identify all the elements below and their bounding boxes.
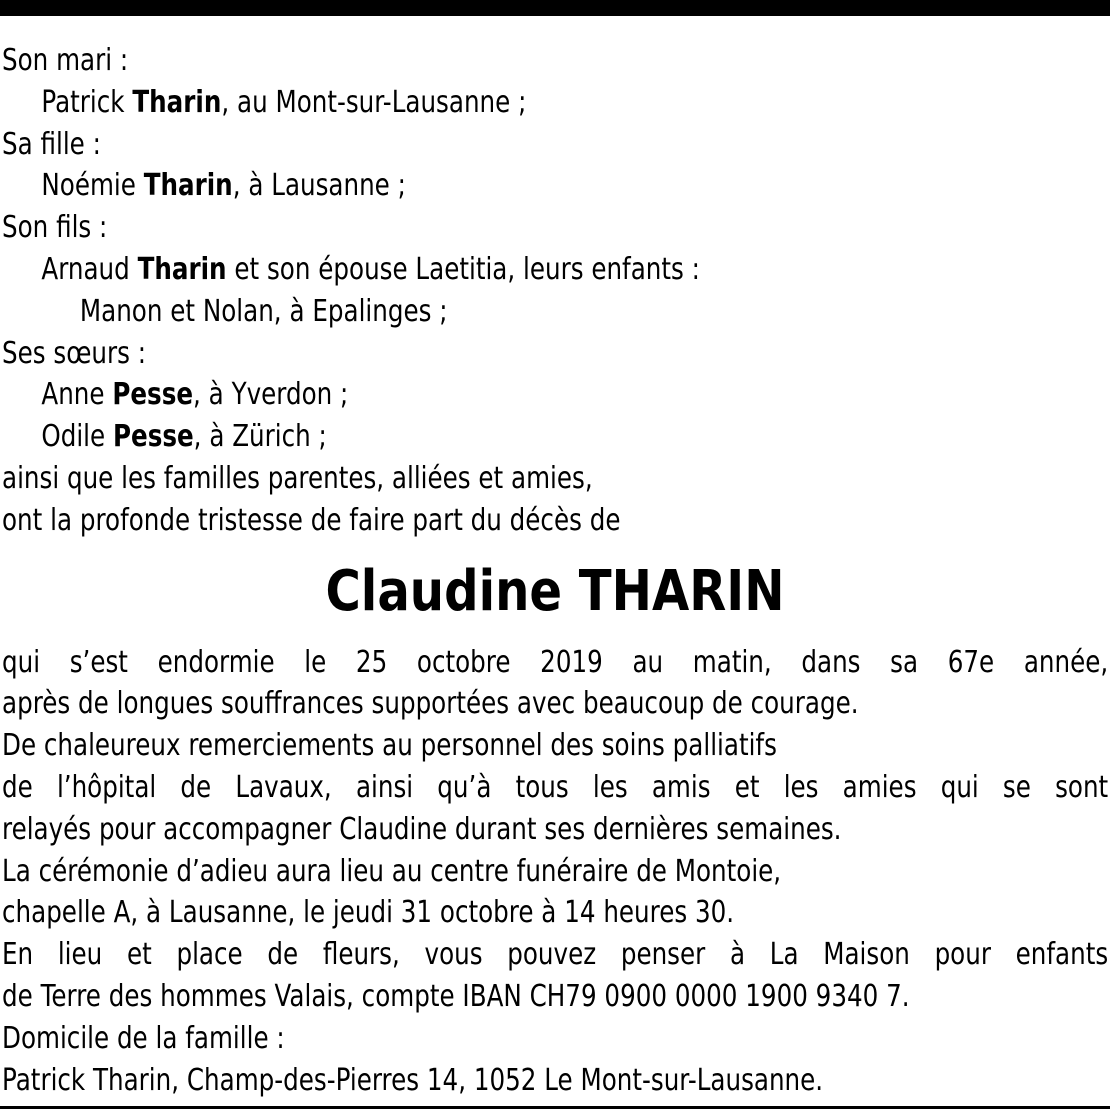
top-rule: [0, 0, 1110, 16]
body-line-7: chapelle A, à Lausanne, le jeudi 31 octobre à 14 heures 30.: [2, 895, 735, 931]
daughter-label: Sa fille :: [2, 126, 101, 162]
son-last-name: Tharin: [137, 251, 227, 287]
husband-line: [2, 82, 1110, 124]
son-line: [2, 249, 1110, 291]
husband-last-name: Tharin: [132, 84, 222, 120]
husband-first-name: Patrick: [41, 84, 125, 120]
announcement-line: ont la profonde tristesse de faire part du décès de: [2, 502, 621, 538]
grandchildren-line: Manon et Nolan, à Epalinges ;: [79, 293, 448, 329]
sister1-place: , à Yverdon ;: [193, 377, 349, 413]
sister1-first-name: Anne: [41, 377, 105, 413]
daughter-line: [2, 165, 1110, 207]
son-label: Son fils :: [2, 210, 108, 246]
sister2-last-name: Pesse: [112, 419, 194, 455]
families-line: ainsi que les familles parentes, alliées et amies,: [2, 460, 593, 496]
sister2-line: [2, 416, 1110, 458]
body-line-2: après de longues souffrances supportées avec beaucoup de courage.: [2, 686, 859, 722]
daughter-first-name: Noémie: [41, 168, 136, 204]
body-line-8: En lieu et place de fleurs, vous pouvez penser à La Maison pour enfants: [2, 937, 1109, 973]
body-line-9: de Terre des hommes Valais, compte IBAN CH79 0900 0000 1900 9340 7.: [2, 978, 910, 1014]
deceased-name: Claudine THARIN: [325, 558, 785, 624]
sister1-line: [2, 374, 1110, 416]
body-line-11: Patrick Tharin, Champ-des-Pierres 14, 1052 Le Mont-sur-Lausanne.: [2, 1062, 824, 1098]
daughter-last-name: Tharin: [143, 168, 233, 204]
body-line-10: Domicile de la famille :: [2, 1020, 285, 1056]
son-first-name: Arnaud: [41, 251, 130, 287]
sisters-label: Ses sœurs :: [2, 335, 146, 371]
husband-label: Son mari :: [2, 43, 129, 78]
son-details: et son épouse Laetitia, leurs enfants :: [226, 251, 700, 287]
body-line-4: de l’hôpital de Lavaux, ainsi qu’à tous les amis et les amies qui se sont: [2, 769, 1109, 805]
body-line-5: relayés pour accompagner Claudine durant ses dernières semaines.: [2, 811, 842, 847]
daughter-place: , à Lausanne ;: [232, 168, 406, 204]
body-line-6: La cérémonie d’adieu aura lieu au centre funéraire de Montoie,: [2, 853, 782, 889]
bottom-rule: [0, 1106, 1110, 1109]
body-line-3: De chaleureux remerciements au personnel des soins palliatifs: [2, 728, 777, 764]
body-line-1: qui s’est endormie le 25 octobre 2019 au matin, dans sa 67e année,: [2, 644, 1109, 680]
sister2-first-name: Odile: [41, 419, 106, 455]
husband-place: , au Mont-sur-Lausanne ;: [221, 84, 527, 120]
obituary-notice: [2, 40, 1108, 1101]
sister1-last-name: Pesse: [112, 377, 194, 413]
sister2-place: , à Zürich ;: [193, 419, 327, 455]
